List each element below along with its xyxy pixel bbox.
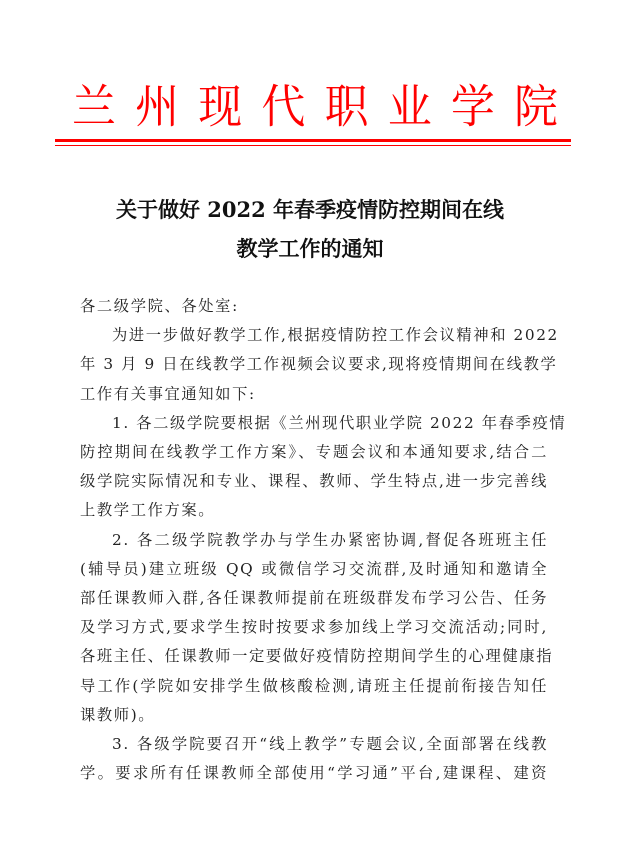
masthead-char: 现 [198,80,243,135]
masthead-char: 州 [135,80,180,135]
intro-paragraph [80,321,559,409]
text-line: 防控期间在线教学工作方案》、专题会议和本通知要求,结合二 [80,443,548,462]
text-line: 上教学工作方案。 [80,501,216,520]
item-1-paragraph [80,409,567,526]
text-line: 级学院实际情况和专业、课程、教师、学生特点,进一步完善线 [80,472,548,491]
masthead-char: 业 [387,80,432,135]
text-line: 课教师)。 [80,705,156,724]
title-line-1: 关于做好 2022 年春季疫情防控期间在线 [115,197,505,222]
text-line: (辅导员)建立班级 QQ 或微信学习交流群,及时通知和邀请全 [80,559,548,578]
title-line-2: 教学工作的通知 [236,236,384,261]
text-line: 各班主任、任课教师一定要做好疫情防控期间学生的心理健康指 [80,647,554,666]
document-title [60,190,560,268]
text-line: 学。要求所有任课教师全部使用“学习通”平台,建课程、建资 [80,764,548,783]
masthead-rule-thin [55,145,571,146]
text-line: 导工作(学院如安排学生做核酸检测,请班主任提前衔接告知任 [80,676,548,695]
text-line: 1. 各二级学院要根据《兰州现代职业学院 2022 年春季疫情 [112,413,567,432]
text-line: 部任课教师入群,各任课教师提前在班级群发布学习公告、任务 [80,589,548,608]
item-3-paragraph [80,730,548,788]
item-2-paragraph [80,526,554,730]
masthead-char: 兰 [72,80,116,135]
masthead-char: 院 [513,80,558,135]
text-line: 年 3 月 9 日在线教学工作视频会议要求,现将疫情期间在线教学 [80,355,558,374]
text-line: 2. 各二级学院教学办与学生办紧密协调,督促各班班主任 [112,530,548,549]
masthead-char: 学 [450,80,495,135]
masthead-char: 职 [324,80,369,135]
masthead-char: 代 [261,80,306,135]
text-line: 工作有关事宜通知如下: [80,384,256,403]
document-body [80,292,567,788]
salutation: 各二级学院、各处室: [80,297,239,315]
masthead-rule-thick [55,139,571,142]
institution-masthead [70,82,560,134]
text-line: 及学习方式,要求学生按时按要求参加线上学习交流活动;同时, [80,618,548,637]
text-line: 为进一步做好教学工作,根据疫情防控工作会议精神和 2022 [112,326,559,345]
text-line: 3. 各级学院要召开“线上教学”专题会议,全面部署在线教 [112,735,548,754]
